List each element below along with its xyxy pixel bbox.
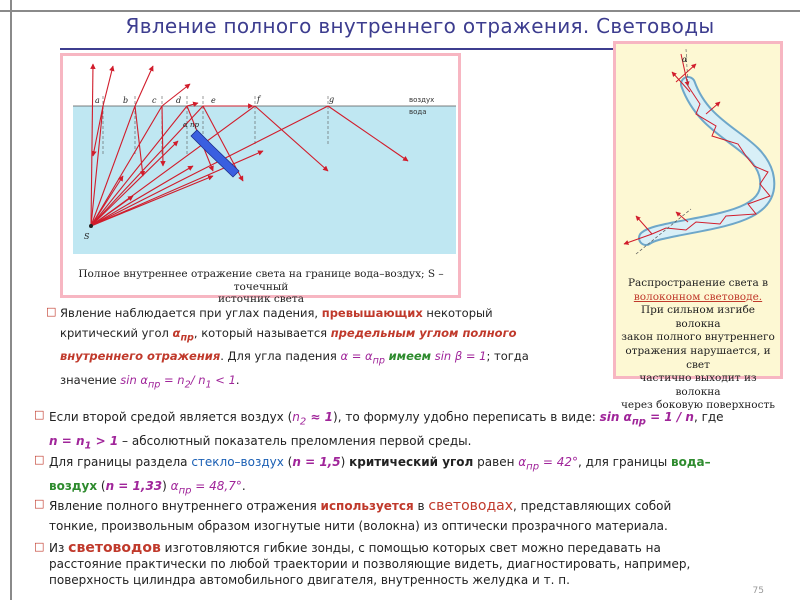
label-d: d [176,96,182,105]
bullet-marker: □ [34,408,45,421]
label-f: f [257,95,260,104]
fiber-optic-link[interactable]: волоконном световоде. [633,290,763,303]
paragraph-critical-angle: Явление наблюдается при углах падения, превышающих некоторый критический угол $\alpha_{пр}$, который называется предельным углом полного внутреннего отражения. Для угла падения $\alpha = \alpha_{пр}$ имеем sin β = 1; тогда значение $\sin \alpha_{пр} = n_2/$ $n_1 < 1$. [60,306,529,391]
figure2-caption-line1: Распространение света в [627,277,768,289]
figure1-caption [65,268,457,306]
reflection-diagram [63,56,458,266]
label-b: b [123,96,129,105]
bullet-marker: □ [46,305,57,318]
label-water: вода [409,108,427,116]
figure1-caption-line1: Полное внутреннее отражение света на границе вода–воздух; S – точечный [78,268,444,293]
fiber-diagram [616,44,780,276]
bullet-air-formula: Если второй средой является воздух $(n_2 \approx 1)$, то формулу удобно переписать в виде: $\sin \alpha_{пр} = 1 / n$, где $n = n_1 > 1$ – абсолютный показатель преломления первой среды. [49,410,724,452]
label-air: воздух [409,96,435,104]
label-g: g [329,95,335,104]
label-alpha-pr: α пр [183,121,199,129]
figure2-caption-line6: через боковую поверхность [620,399,776,412]
figure2-caption-line4: отражения нарушается, и свет [625,344,771,371]
bullet-marker: □ [34,540,45,553]
light-source-point [89,224,93,228]
label-e: e [211,96,216,105]
figure-optical-fiber [613,41,783,412]
figure1-caption-line2: источник света [218,293,304,305]
fiber-angle-label: α [682,55,688,64]
slide-frame-top [0,10,800,12]
figure2-caption-line3: закон полного внутреннего [621,331,775,344]
bullet-critical-angle-values: Для границы раздела стекло–воздух (n = 1,5) критический угол равен $\alpha_{пр} = 42^\circ$, для границы вода– воздух (n = 1,33) $\alpha_{пр} = 48,7^\circ$. [49,455,711,497]
water-region [73,106,456,254]
slide-frame-left [10,0,12,600]
bullet-marker: □ [34,497,45,510]
figure2-caption-line2: При сильном изгибе волокна [640,304,756,330]
bullet-marker: □ [34,453,45,466]
bullet-fiber-probes: Из световодов изготовляются гибкие зонды, с помощью которых свет можно передавать на расстояние практически по любой траектории и позволяющие видеть, диагностировать, например, поверхность цилиндра автомобильного двигателя, внутренность желудка и т. п. [49,540,691,587]
figure2-caption [618,277,778,413]
slide-title: Явление полного внутреннего отражения. Световоды [125,14,715,38]
label-s: S [84,232,90,241]
label-c: c [152,96,157,105]
label-a: a [95,96,100,105]
figure-total-internal-reflection [60,53,461,305]
bullet-fiber-usage: Явление полного внутреннего отражения используется в световодах, представляющих собой тонкие, произвольным образом изогнутые нити (волокна) из оптически прозрачного материала. [49,498,672,533]
page-number: 75 [752,586,764,596]
figure2-caption-line5: частично выходит из волокна [639,372,757,398]
